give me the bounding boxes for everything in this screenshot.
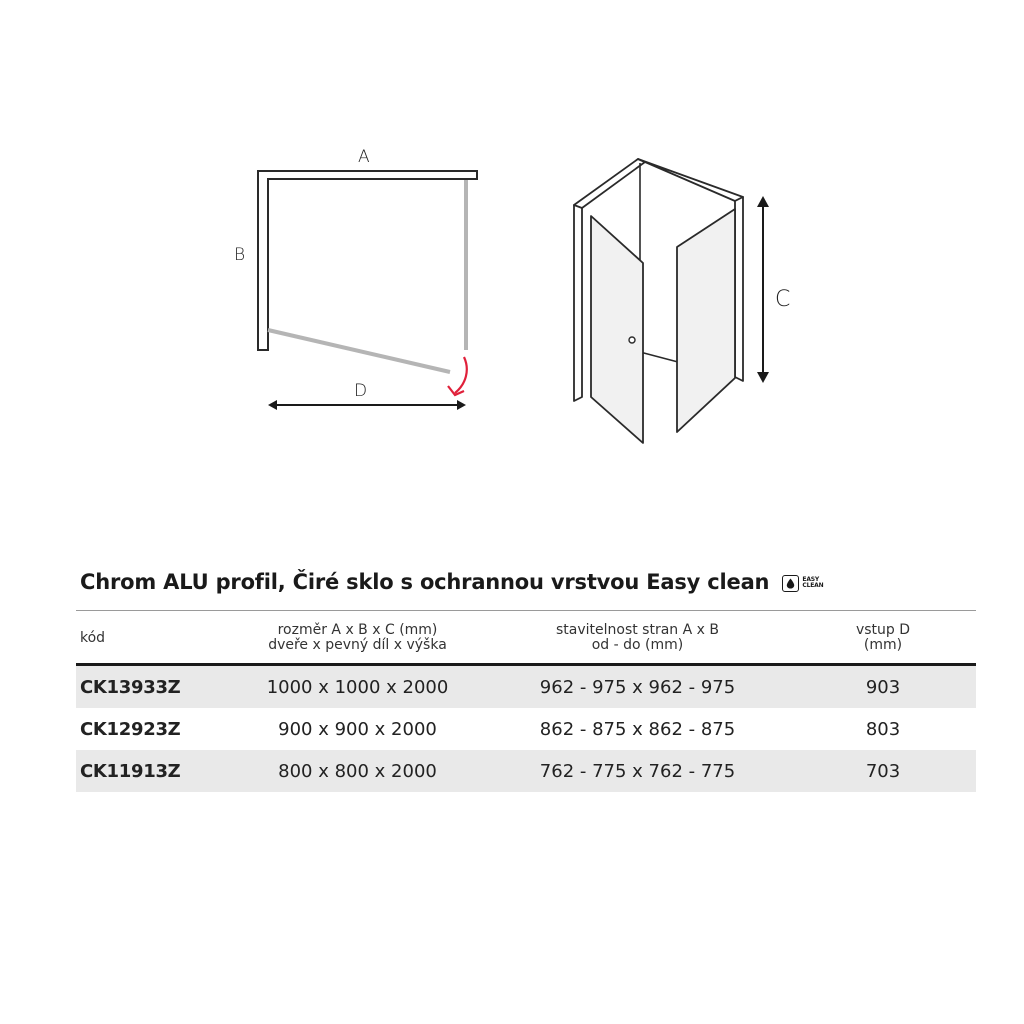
row-entry: 703 [865, 760, 901, 782]
row-size: 800 x 800 x 2000 [278, 760, 437, 782]
header-adjustability [485, 611, 790, 665]
plan-door-glass [268, 330, 450, 372]
door-swing-arrow [455, 357, 467, 393]
row-adjustability: 962 - 975 x 962 - 975 [539, 676, 736, 698]
perspective-right-profile [735, 197, 743, 381]
table-heading-title: Chrom ALU profil, Čiré sklo s ochrannou vrstvou Easy clean [80, 570, 770, 594]
header-entry-line1: vstup D [855, 622, 911, 638]
dimension-label-a: A [358, 147, 370, 167]
easy-clean-badge [782, 575, 828, 592]
header-size [230, 611, 485, 665]
header-code [76, 611, 230, 665]
row-adjustability: 862 - 875 x 862 - 875 [539, 718, 736, 740]
spec-table-header [76, 611, 976, 665]
row-entry: 903 [865, 676, 901, 698]
header-adjustability-line2: od - do (mm) [591, 637, 684, 653]
dimension-c-arrow-bottom [757, 372, 769, 383]
door-handle [629, 337, 635, 343]
spec-table [76, 610, 976, 792]
table-heading [80, 570, 828, 594]
perspective-top-rail-right [638, 159, 743, 201]
perspective-view [574, 159, 769, 443]
row-size: 900 x 900 x 2000 [278, 718, 437, 740]
header-code-label: kód [80, 629, 106, 646]
easy-clean-line2: CLEAN [802, 582, 824, 589]
perspective-right-door [677, 209, 735, 432]
dimension-label-d: D [354, 381, 368, 401]
table-row [76, 665, 976, 709]
perspective-floor-line [640, 352, 678, 362]
dimension-d-arrow-left [268, 400, 277, 410]
row-adjustability: 762 - 775 x 762 - 775 [539, 760, 736, 782]
dimension-c-arrow-top [757, 196, 769, 207]
row-size: 1000 x 1000 x 2000 [266, 676, 449, 698]
water-drop-icon [782, 575, 799, 592]
easy-clean-line1: EASY [802, 576, 820, 583]
row-entry: 803 [865, 718, 901, 740]
perspective-left-door [591, 216, 643, 443]
row-code: CK11913Z [80, 760, 181, 782]
table-row [76, 750, 976, 792]
easy-clean-label [802, 577, 828, 589]
plan-frame [258, 171, 477, 350]
row-code: CK12923Z [80, 718, 181, 740]
dimension-d-arrow-right [457, 400, 466, 410]
plan-view [258, 171, 477, 410]
dimension-label-c: C [775, 287, 791, 312]
perspective-left-profile [574, 201, 582, 401]
perspective-top-rail-left [574, 159, 645, 208]
table-row [76, 708, 976, 750]
header-size-line2: dveře x pevný díl x výška [268, 637, 447, 653]
header-adjustability-line1: stavitelnost stran A x B [555, 622, 719, 638]
row-code: CK13933Z [80, 676, 181, 698]
dimension-label-b: B [234, 245, 246, 265]
header-size-line1: rozměr A x B x C (mm) [277, 622, 438, 638]
header-entry [790, 611, 976, 665]
header-entry-line2: (mm) [863, 637, 903, 653]
